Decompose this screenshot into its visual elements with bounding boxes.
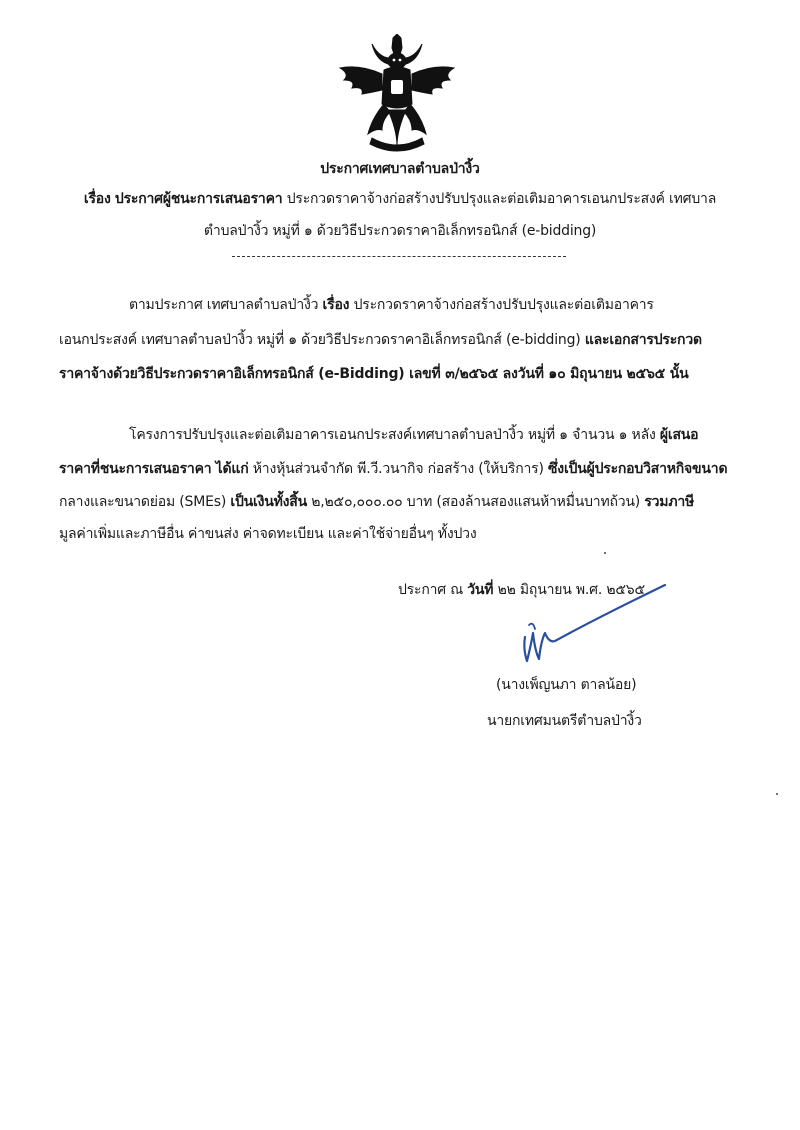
- para2-line-1: [129, 426, 698, 444]
- para1-text-c: ประกวดราคาจ้างก่อสร้างปรับปรุงและต่อเติมอาคาร: [353, 297, 654, 313]
- subject-rest-text: ประกวดราคาจ้างก่อสร้างปรับปรุงและต่อเติมอาคารเอนกประสงค์ เทศบาล: [286, 191, 717, 207]
- announcement-text-a: ประกาศ ณ: [398, 582, 463, 598]
- para2-text-h: รวมภาษี: [644, 494, 695, 510]
- para1-text-d: เอนกประสงค์ เทศบาลตำบลป่างิ้ว หมู่ที่ ๑ ด้วยวิธีประกวดราคาอิเล็กทรอนิกส์ (e-bidding): [59, 332, 581, 348]
- para2-line-2: [59, 460, 727, 478]
- para1-text-a: ตามประกาศ เทศบาลตำบลป่างิ้ว: [129, 297, 319, 313]
- contract-amount: ๒,๒๕๐,๐๐๐.๐๐ บาท (สองล้านสองแสนห้าหมื่นบาทถ้วน): [311, 494, 641, 510]
- para2-text-e: ซึ่งเป็นผู้ประกอบวิสาหกิจขนาด: [548, 461, 728, 477]
- subject-line-1: [0, 190, 800, 208]
- para1-line-3: ราคาจ้างด้วยวิธีประกวดราคาอิเล็กทรอนิกส์ (e-Bidding) เลขที่ ๓/๒๕๖๕ ลงวันที่ ๑๐ มิถุนายน ๒๕๖๕ นั้น: [59, 366, 689, 382]
- subject-bold-text: ประกาศผู้ชนะการเสนอราคา: [114, 191, 283, 207]
- garuda-emblem-icon: [338, 34, 456, 154]
- para1-line-1: [129, 296, 654, 314]
- para2-text-a: โครงการปรับปรุงและต่อเติมอาคารเอนกประสงค์เทศบาลตำบลป่างิ้ว หมู่ที่ ๑ จำนวน ๑ หลัง: [129, 427, 656, 443]
- signatory-name: (นางเพ็ญนภา ตาลน้อย): [496, 677, 637, 693]
- signatory-position: นายกเทศมนตรีตำบลป่างิ้ว: [487, 713, 642, 729]
- subject-line-2: ตำบลป่างิ้ว หมู่ที่ ๑ ด้วยวิธีประกวดราคาอิเล็กทรอนิกส์ (e-bidding): [203, 223, 597, 239]
- para2-line-4: มูลค่าเพิ่มและภาษีอื่น ค่าขนส่ง ค่าจดทะเบียน และค่าใช้จ่ายอื่นๆ ทั้งปวง: [59, 526, 477, 542]
- para2-text-f: กลางและขนาดย่อม (SMEs): [59, 494, 227, 510]
- para1-subject-label: เรื่อง: [322, 297, 350, 313]
- document-title: ประกาศเทศบาลตำบลป่างิ้ว: [320, 161, 480, 177]
- announcement-date-value: ๒๒ มิถุนายน พ.ศ. ๒๕๖๕: [497, 582, 645, 598]
- para2-line-3: [59, 493, 694, 511]
- contractor-name: ห้างหุ้นส่วนจำกัด พี.วี.วนากิจ ก่อสร้าง (ให้บริการ): [252, 461, 544, 477]
- para2-text-c: ราคาที่ชนะการเสนอราคา: [59, 461, 212, 477]
- para1-line-2: [59, 331, 702, 349]
- signature-image: [505, 575, 680, 670]
- speck: [604, 552, 606, 554]
- para1-text-e: และเอกสารประกวด: [584, 332, 702, 348]
- para2-text-d: ได้แก่: [215, 461, 249, 477]
- subject-label: เรื่อง: [83, 191, 111, 207]
- para2-text-b: ผู้เสนอ: [659, 427, 699, 443]
- header-divider: [232, 256, 566, 257]
- announcement-text-b: วันที่: [467, 582, 494, 598]
- para2-text-g: เป็นเงินทั้งสิ้น: [230, 494, 307, 510]
- speck: [776, 793, 778, 795]
